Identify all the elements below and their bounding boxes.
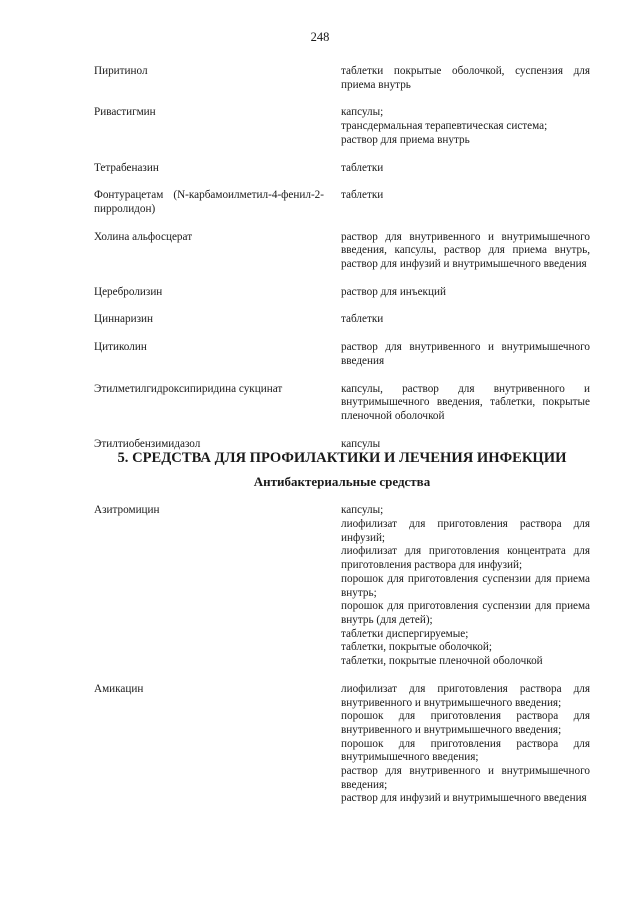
dosage-form: порошок для приготовления раствора для внутримышечного введения; xyxy=(341,737,590,764)
dosage-form: раствор для приема внутрь xyxy=(341,133,470,146)
drug-name: Холина альфосцерат xyxy=(94,230,193,243)
dosage-form: таблетки xyxy=(341,313,384,326)
drug-row xyxy=(94,65,590,92)
dosage-forms xyxy=(341,106,590,147)
drug-row xyxy=(94,383,590,424)
dosage-form: раствор для внутривенного и внутримышечного введения, капсулы, раствор для приема внутрь, раствор для инфузий и внутримышечного введения xyxy=(341,230,590,271)
dosage-form: трансдермальная терапевтическая система; xyxy=(341,120,548,133)
dosage-form: лиофилизат для приготовления раствора для инфузий; xyxy=(341,518,590,544)
dosage-form: таблетки xyxy=(341,189,384,202)
drug-rows-bottom xyxy=(94,504,590,806)
dosage-form: лиофилизат для приготовления раствора для внутривенного и внутримышечного введения; xyxy=(341,682,590,709)
drug-name: Фонтурацетам (N-карбамоилметил-4-фенил-2-пирролидон) xyxy=(94,189,324,215)
dosage-form: таблетки покрытые оболочкой, суспензия для приема внутрь xyxy=(341,65,590,91)
drug-name: Ривастигмин xyxy=(94,106,156,119)
dosage-form: раствор для внутривенного и внутримышечного введения xyxy=(341,341,590,367)
dosage-form: порошок для приготовления суспензии для приема внутрь; xyxy=(341,572,590,599)
drug-name: Пиритинол xyxy=(94,65,148,77)
dosage-form: таблетки, покрытые пленочной оболочкой xyxy=(341,655,543,668)
dosage-form: раствор для инфузий и внутримышечного введения xyxy=(341,792,587,805)
dosage-forms xyxy=(341,286,590,300)
drug-name: Церебролизин xyxy=(94,285,163,298)
dosage-form: капсулы xyxy=(341,437,381,450)
drug-row xyxy=(94,189,590,216)
dosage-forms xyxy=(341,504,590,668)
drug-rows-top xyxy=(94,65,590,451)
drug-list xyxy=(94,65,590,820)
dosage-forms xyxy=(341,341,590,368)
dosage-forms xyxy=(341,231,590,272)
drug-name: Этилметилгидроксипиридина сукцинат xyxy=(94,382,283,395)
dosage-form: раствор для внутривенного и внутримышечного введения; xyxy=(341,765,590,791)
dosage-form: капсулы, раствор для внутривенного и внутримышечного введения, таблетки, покрытые пленочной оболочкой xyxy=(341,382,590,422)
drug-row xyxy=(94,162,590,176)
dosage-forms xyxy=(341,65,590,92)
dosage-forms xyxy=(341,189,590,216)
drug-row xyxy=(94,231,590,272)
subsection-title: Антибактериальные средства xyxy=(253,474,431,490)
page-number: 248 xyxy=(310,30,330,44)
drug-row xyxy=(94,504,590,668)
section-title: 5. СРЕДСТВА ДЛЯ ПРОФИЛАКТИКИ И ЛЕЧЕНИЯ ИНФЕКЦИИ xyxy=(117,450,567,467)
dosage-form: таблетки диспергируемые; xyxy=(341,627,469,640)
dosage-forms xyxy=(341,683,590,806)
drug-name: Азитромицин xyxy=(94,504,160,517)
dosage-form: раствор для инъекций xyxy=(341,285,446,298)
dosage-form: капсулы; xyxy=(341,504,384,517)
drug-name: Циннаризин xyxy=(94,313,153,326)
drug-row xyxy=(94,341,590,368)
dosage-form: порошок для приготовления суспензии для приема внутрь (для детей); xyxy=(341,600,590,626)
dosage-form: таблетки xyxy=(341,161,384,174)
dosage-forms xyxy=(341,383,590,424)
drug-name: Амикацин xyxy=(94,682,144,695)
dosage-form: таблетки, покрытые оболочкой; xyxy=(341,641,492,654)
drug-name: Тетрабеназин xyxy=(94,161,159,174)
drug-name: Цитиколин xyxy=(94,341,147,354)
dosage-form: капсулы; xyxy=(341,106,384,119)
drug-name: Этилтиобензимидазол xyxy=(94,437,201,450)
drug-row xyxy=(94,683,590,806)
dosage-forms xyxy=(341,162,590,176)
drug-row xyxy=(94,286,590,300)
dosage-forms xyxy=(341,313,590,327)
drug-row xyxy=(94,313,590,327)
dosage-form: лиофилизат для приготовления концентрата для приготовления раствора для инфузий; xyxy=(341,545,590,572)
drug-row xyxy=(94,106,590,147)
dosage-form: порошок для приготовления раствора для внутривенного и внутримышечного введения; xyxy=(341,710,590,736)
